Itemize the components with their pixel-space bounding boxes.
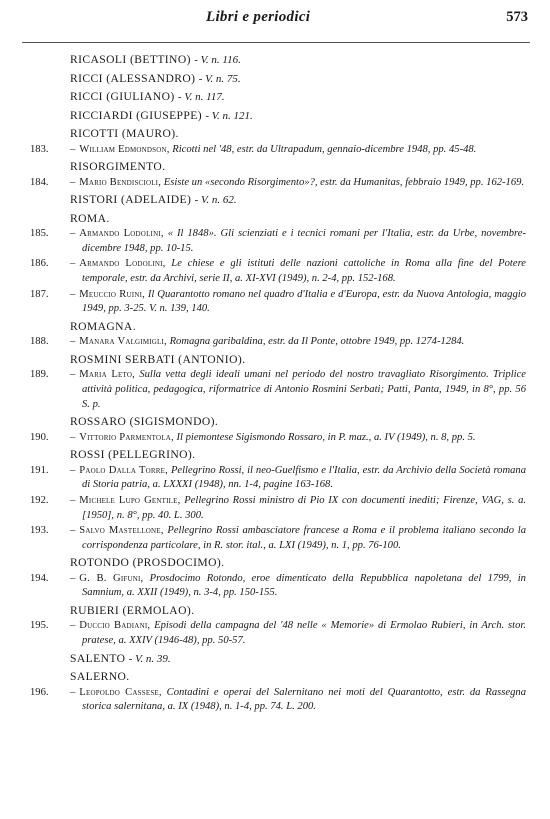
entry-dash: – (70, 369, 76, 381)
entry-title: Episodi della campagna del '48 nelle « Memorie» di Ermolao Rubieri, (154, 620, 466, 632)
cross-reference: - V. n. 39. (128, 652, 171, 665)
entry-title: Pellegrino Rossi, il neo-Guelfismo e l'Italia, (170, 464, 360, 476)
entry-title: « Il 1848». Gli scienziati e i tecnici romani per l'Italia, (167, 228, 413, 240)
bibliography-entry (0, 143, 550, 158)
entry-dash: – (70, 494, 76, 506)
entry-number: 193. (30, 525, 49, 537)
subject-heading-text: RICCI (GIULIANO) (70, 90, 175, 103)
subject-heading-text: RICOTTI (MAURO). (70, 127, 179, 140)
subject-heading (0, 603, 550, 619)
entry-number: 192. (30, 494, 49, 506)
subject-heading (0, 192, 550, 209)
entry-author: Mario Bendiscioli, (79, 176, 162, 188)
subject-heading (0, 89, 550, 106)
entry-title: Ricotti nel '48, (172, 143, 235, 155)
cross-reference: - V. n. 75. (198, 72, 241, 85)
entry-publication: in Arch. stor. pratese, a. XXIV (1946-48), pp. 50-57. (82, 620, 527, 647)
entry-author: Armando Lodolini, (79, 228, 164, 240)
subject-heading (0, 352, 550, 368)
subject-heading-text: ROMA. (70, 211, 110, 225)
subject-heading (0, 651, 550, 668)
subject-heading (0, 211, 550, 227)
subject-heading-text: RICCIARDI (GIUSEPPE) (70, 108, 202, 122)
subject-heading (0, 126, 550, 142)
entry-author: G. B. Gifuni, (79, 572, 144, 584)
entry-title: Esiste un «secondo Risorgimento»?, (163, 176, 318, 188)
bibliography-entry (0, 686, 550, 715)
subject-heading (0, 319, 550, 335)
entry-title: Contadini e operai del Salernitano nei moti del Quarantotto, (166, 686, 443, 698)
entry-dash: – (70, 143, 76, 155)
entry-author: Maria Leto, (79, 369, 135, 381)
bibliography-entry (0, 368, 550, 412)
entry-number: 195. (30, 620, 49, 632)
entry-number: 194. (30, 572, 49, 584)
subject-heading (0, 108, 550, 125)
entry-title: Prosdocimo Rotondo, eroe dimenticato della Repubblica napoletana del 1799, (149, 572, 512, 584)
bibliography-entry (0, 335, 550, 350)
entry-number: 188. (30, 336, 49, 348)
entry-author: Michele Lupo Gentile, (79, 494, 181, 506)
entry-publication: estr. da Archivi, serie II, a. XI-XVI (1949), n. 2-4, pp. 152-168. (130, 272, 396, 284)
entry-author: Manara Valgimigli, (79, 336, 167, 348)
entry-number: 187. (30, 288, 49, 300)
bibliography-entry (0, 176, 550, 191)
entry-author: Meuccio Ruini, (79, 288, 145, 300)
entry-publication: in R. stor. ital., a. LXI (1949), n. 1, pp. 76-100. (203, 539, 401, 551)
subject-heading-text: ROSMINI SERBATI (ANTONIO). (70, 352, 246, 366)
entry-number: 191. (30, 464, 49, 476)
entry-author: Armando Lodolini, (79, 258, 166, 270)
entry-publication: estr. da Ultrapadum, gennaio-dicembre 1948, pp. 45-48. (236, 143, 477, 155)
entry-publication: estr. da Il Ponte, ottobre 1949, pp. 1274-1284. (268, 336, 465, 348)
running-title: Libri e periodici (206, 9, 311, 25)
bibliography-entry (0, 227, 550, 256)
bibliography-entry (0, 257, 550, 286)
page-number: 573 (506, 9, 528, 25)
entry-title: Sulla vetta degli ideali umani nel periodo del nostro travagliato Risorgimento. Triplice attività politica, pedagogica, riformatrice di Antonio Rosmini Serbati; (82, 369, 527, 395)
entry-dash: – (70, 431, 76, 443)
entry-number: 186. (30, 258, 49, 270)
entry-publication: in Samnium, a. XXII (1949), n. 3-4, pp. 150-155. (82, 572, 526, 599)
cross-reference: - V. n. 116. (194, 54, 241, 66)
entry-number: 196. (30, 686, 49, 698)
entry-title: Pellegrino Rossi ambasciatore francese a Roma e il problema italiano secondo la corrispondenza particolare, (82, 525, 527, 551)
subject-heading-text: RICCI (ALESSANDRO) (70, 71, 196, 85)
subject-heading-text: ROSSI (PELLEGRINO). (70, 448, 196, 462)
subject-heading-text: RISORGIMENTO. (70, 160, 166, 174)
subject-heading-text: ROSSARO (SIGISMONDO). (70, 415, 219, 429)
cross-reference: - V. n. 117. (177, 91, 225, 103)
subject-heading (0, 447, 550, 463)
entry-publication: in P. maz., a. IV (1949), n. 8, pp. 5. (327, 431, 476, 443)
subject-heading (0, 52, 550, 69)
bibliography-entry (0, 524, 550, 553)
header-rule (22, 42, 530, 43)
subject-heading-text: ROTONDO (PROSDOCIMO). (70, 556, 225, 570)
entry-publication: estr. da Rassegna storica salernitana, a. IX (1948), n. 1-4, pp. 74. L. 200. (82, 686, 526, 713)
entry-author: Duccio Badiani, (79, 620, 151, 632)
entry-dash: – (70, 258, 76, 270)
entry-title: Il Quarantotto romano nel quadro d'Italia e d'Europa, (147, 288, 380, 300)
entry-dash: – (70, 686, 76, 698)
entry-author: Leopoldo Cassese, (79, 686, 162, 698)
entry-number: 183. (30, 143, 49, 155)
cross-reference: - V. n. 121. (205, 109, 253, 122)
entry-publication: estr. da Humanitas, febbraio 1949, pp. 162-169. (320, 176, 525, 188)
entry-publication: estr. da Urbe, novembre-dicembre 1948, pp. 10-15. (82, 228, 526, 254)
entry-author: Paolo Dalla Torre, (79, 464, 168, 476)
bibliography-entry (0, 431, 550, 446)
page-header (0, 10, 550, 30)
entry-author: Vittorio Parmentola, (79, 431, 174, 443)
entry-dash: – (70, 228, 76, 240)
subject-heading-text: RICASOLI (BETTINO) (70, 53, 191, 66)
entry-title: Le chiese e gli istituti delle nazioni cattoliche in Roma alla fine del Potere temporale, (82, 258, 527, 284)
subject-heading-text: RISTORI (ADELAIDE) (70, 193, 192, 207)
bibliography-list (0, 50, 550, 716)
entry-dash: – (70, 176, 76, 188)
subject-heading (0, 71, 550, 88)
bibliography-entry (0, 619, 550, 648)
bibliography-entry (0, 494, 550, 523)
subject-heading-text: SALERNO. (70, 670, 130, 684)
subject-heading-text: RUBIERI (ERMOLAO). (70, 603, 195, 617)
entry-author: Salvo Mastellone, (79, 525, 164, 537)
subject-heading-text: ROMAGNA. (70, 319, 137, 333)
subject-heading (0, 414, 550, 430)
bibliography-entry (0, 288, 550, 317)
entry-title: Romagna garibaldina, (169, 336, 266, 348)
entry-dash: – (70, 620, 76, 632)
subject-heading (0, 555, 550, 571)
cross-reference: - V. n. 62. (194, 194, 237, 207)
entry-author: William Edmondson, (79, 143, 170, 155)
bibliography-entry (0, 464, 550, 493)
entry-publication: Patti, Panta, 1949, in 8°, pp. 56 S. p. (82, 383, 526, 410)
entry-publication: Firenze, VAG, s. a. [1950], n. 8°, pp. 40. L. 300. (82, 494, 527, 521)
entry-title: Il piemontese Sigismondo Rossaro, (176, 431, 325, 443)
entry-dash: – (70, 464, 76, 476)
entry-dash: – (70, 572, 76, 584)
entry-publication: estr. da Nuova Antologia, maggio 1949, pp. 3-25. V. n. 139, 140. (82, 288, 526, 315)
entry-number: 189. (30, 369, 49, 381)
entry-dash: – (70, 336, 76, 348)
subject-heading (0, 159, 550, 175)
subject-heading-text: SALENTO (70, 651, 126, 665)
entry-publication: estr. da Archivio della Società romana di Storia patria, a. LXXXI (1948), nn. 1-4, pagine 163-168. (82, 464, 527, 491)
subject-heading (0, 669, 550, 685)
entry-dash: – (70, 525, 76, 537)
entry-number: 185. (30, 228, 49, 240)
entry-dash: – (70, 288, 76, 300)
bibliography-entry (0, 572, 550, 601)
entry-title: Pellegrino Rossi ministro di Pio IX con documenti inediti; (184, 494, 440, 506)
entry-number: 184. (30, 176, 49, 188)
entry-number: 190. (30, 431, 49, 443)
